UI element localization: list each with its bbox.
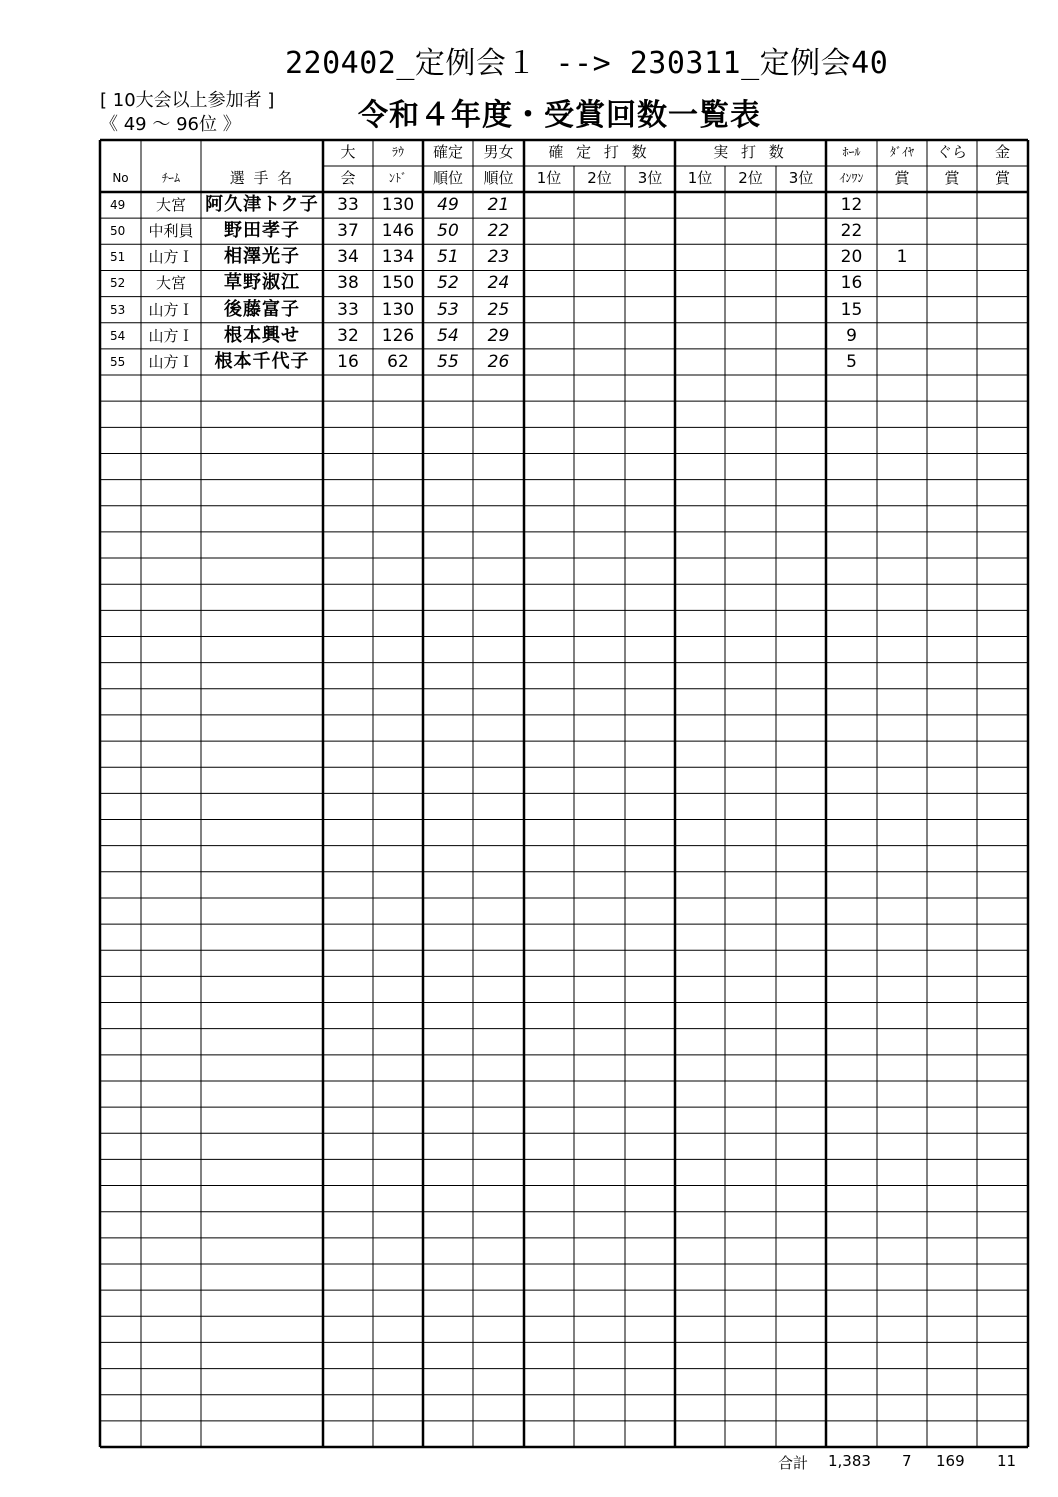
cell-c3 bbox=[625, 297, 675, 323]
cell-team: 山方Ｉ bbox=[148, 352, 194, 371]
cell-hio: 12 bbox=[840, 195, 863, 215]
cell-c3 bbox=[625, 270, 675, 296]
cell-a2 bbox=[725, 218, 776, 244]
cell-c3 bbox=[625, 192, 675, 218]
cell-gura bbox=[927, 323, 977, 349]
cell-diamond: 1 bbox=[896, 247, 908, 268]
header-actual-rank2: 2位 bbox=[738, 169, 763, 187]
cell-a3 bbox=[776, 297, 826, 323]
cell-gura bbox=[927, 297, 977, 323]
header-danjo-top: 男女 bbox=[483, 143, 514, 161]
cell-rank: 49 bbox=[437, 195, 459, 215]
header-diamond-top: ﾀﾞｲﾔ bbox=[889, 145, 914, 159]
cell-gender-rank: 26 bbox=[487, 351, 510, 372]
cell-rounds: 130 bbox=[381, 299, 415, 320]
cell-diamond bbox=[877, 218, 927, 244]
cell-no: 50 bbox=[110, 224, 126, 239]
header-confirmed-rank2: 2位 bbox=[587, 169, 612, 187]
cell-gender-rank: 21 bbox=[487, 195, 510, 215]
cell-no: 52 bbox=[110, 276, 126, 291]
cell-team: 山方Ｉ bbox=[148, 248, 194, 267]
cell-diamond bbox=[877, 349, 927, 375]
cell-rank: 53 bbox=[437, 299, 459, 320]
cell-c1 bbox=[524, 349, 574, 375]
cell-a3 bbox=[776, 349, 826, 375]
cell-rank: 55 bbox=[437, 351, 459, 372]
cell-name: 阿久津トク子 bbox=[205, 194, 319, 215]
cell-c2 bbox=[574, 244, 625, 270]
cell-no: 49 bbox=[110, 198, 126, 212]
header-kakutei-bottom: 順位 bbox=[432, 169, 463, 187]
cell-a3 bbox=[776, 323, 826, 349]
cell-c3 bbox=[625, 218, 675, 244]
cell-gold bbox=[977, 297, 1028, 323]
header-round-bottom: ﾝﾄﾞ bbox=[388, 171, 407, 185]
cell-name: 根本興せ bbox=[224, 324, 300, 346]
header-confirmed-rank1: 1位 bbox=[536, 169, 562, 187]
cell-name: 根本千代子 bbox=[214, 350, 310, 372]
header-actual-rank1: 1位 bbox=[687, 169, 713, 187]
cell-taikai: 33 bbox=[337, 195, 359, 215]
cell-c1 bbox=[524, 192, 574, 218]
cell-gura bbox=[927, 349, 977, 375]
totals-gold: 11 bbox=[997, 1452, 1017, 1470]
header-confirmed-strokes: 確 定 打 数 bbox=[548, 143, 651, 161]
cell-team: 大宮 bbox=[155, 274, 186, 293]
cell-gender-rank: 23 bbox=[487, 247, 510, 268]
cell-rounds: 130 bbox=[381, 195, 415, 215]
cell-gender-rank: 22 bbox=[487, 221, 510, 242]
header-confirmed-rank3: 3位 bbox=[637, 169, 663, 187]
cell-hio: 5 bbox=[846, 351, 857, 372]
cell-hio: 16 bbox=[840, 273, 863, 294]
cell-rounds: 150 bbox=[381, 273, 415, 294]
cell-hio: 15 bbox=[840, 299, 863, 320]
cell-a1 bbox=[675, 192, 725, 218]
cell-gold bbox=[977, 244, 1028, 270]
header-round-top: ﾗｳ bbox=[391, 145, 404, 159]
cell-name: 相澤光子 bbox=[224, 246, 300, 268]
cell-team: 大宮 bbox=[155, 196, 186, 214]
cell-rounds: 134 bbox=[381, 247, 415, 268]
cell-diamond bbox=[877, 297, 927, 323]
cell-a1 bbox=[675, 349, 725, 375]
cell-no: 55 bbox=[110, 354, 126, 369]
cell-c1 bbox=[524, 270, 574, 296]
cell-a3 bbox=[776, 192, 826, 218]
cell-gold bbox=[977, 218, 1028, 244]
cell-a2 bbox=[725, 244, 776, 270]
cell-gold bbox=[977, 192, 1028, 218]
cell-c2 bbox=[574, 270, 625, 296]
totals-diamond: 7 bbox=[902, 1452, 912, 1470]
cell-a1 bbox=[675, 297, 725, 323]
cell-a2 bbox=[725, 192, 776, 218]
cell-c2 bbox=[574, 349, 625, 375]
cell-name: 野田孝子 bbox=[224, 220, 300, 242]
cell-c2 bbox=[574, 323, 625, 349]
cell-c3 bbox=[625, 323, 675, 349]
cell-taikai: 34 bbox=[337, 247, 359, 268]
header-gura-bottom: 賞 bbox=[944, 169, 960, 187]
cell-rank: 52 bbox=[437, 273, 459, 294]
cell-gura bbox=[927, 244, 977, 270]
totals-gura: 169 bbox=[936, 1452, 965, 1470]
cell-name: 草野淑江 bbox=[224, 272, 300, 294]
cell-c2 bbox=[574, 192, 625, 218]
cell-c2 bbox=[574, 218, 625, 244]
header-kakutei-top: 確定 bbox=[432, 143, 463, 161]
cell-diamond bbox=[877, 323, 927, 349]
header-gold-bottom: 賞 bbox=[994, 169, 1010, 187]
cell-taikai: 32 bbox=[337, 325, 359, 346]
cell-team: 中利員 bbox=[148, 222, 194, 241]
cell-a2 bbox=[725, 297, 776, 323]
cell-c1 bbox=[524, 323, 574, 349]
cell-team: 山方Ｉ bbox=[148, 326, 194, 345]
cell-taikai: 37 bbox=[337, 221, 359, 242]
cell-a1 bbox=[675, 270, 725, 296]
subtitle-range: 《 49 ～ 96位 》 bbox=[100, 114, 241, 135]
cell-rank: 51 bbox=[437, 247, 459, 268]
cell-rounds: 146 bbox=[381, 221, 415, 242]
cell-taikai: 38 bbox=[337, 273, 359, 294]
table-heading: 令和４年度・受賞回数一覧表 bbox=[358, 98, 761, 133]
cell-no: 51 bbox=[110, 250, 126, 265]
cell-gold bbox=[977, 323, 1028, 349]
document-title: 220402_定例会１ --> 230311_定例会40 bbox=[285, 46, 889, 81]
cell-c3 bbox=[625, 244, 675, 270]
cell-taikai: 16 bbox=[337, 351, 359, 372]
cell-a1 bbox=[675, 218, 725, 244]
cell-a3 bbox=[776, 270, 826, 296]
cell-name: 後藤富子 bbox=[224, 298, 300, 320]
cell-a3 bbox=[776, 244, 826, 270]
header-taikai-bottom: 会 bbox=[340, 169, 356, 187]
header-no: No bbox=[112, 171, 129, 185]
totals-label: 合計 bbox=[778, 1454, 809, 1472]
cell-team: 山方Ｉ bbox=[148, 300, 194, 319]
header-gold-top: 金 bbox=[994, 143, 1010, 161]
cell-a3 bbox=[776, 218, 826, 244]
cell-c1 bbox=[524, 244, 574, 270]
header-actual-rank3: 3位 bbox=[788, 169, 814, 187]
cell-a2 bbox=[725, 349, 776, 375]
cell-gura bbox=[927, 270, 977, 296]
header-hio-top: ﾎｰﾙ bbox=[842, 145, 861, 159]
cell-rounds: 126 bbox=[381, 325, 415, 346]
cell-gura bbox=[927, 218, 977, 244]
cell-gold bbox=[977, 349, 1028, 375]
cell-no: 53 bbox=[110, 302, 126, 317]
cell-c1 bbox=[524, 297, 574, 323]
cell-diamond bbox=[877, 192, 927, 218]
cell-a2 bbox=[725, 270, 776, 296]
header-hio-bottom: ｲﾝﾜﾝ bbox=[839, 171, 864, 185]
cell-hio: 9 bbox=[846, 325, 857, 346]
header-gura-top: ぐら bbox=[936, 143, 967, 161]
cell-a1 bbox=[675, 244, 725, 270]
cell-gender-rank: 25 bbox=[487, 299, 510, 320]
subtitle-participants: [ 10大会以上参加者 ] bbox=[100, 90, 275, 111]
totals-hio: 1,383 bbox=[828, 1452, 871, 1470]
cell-gold bbox=[977, 270, 1028, 296]
cell-a1 bbox=[675, 323, 725, 349]
cell-rank: 54 bbox=[437, 325, 459, 346]
cell-c2 bbox=[574, 297, 625, 323]
cell-gura bbox=[927, 192, 977, 218]
header-actual-strokes: 実 打 数 bbox=[713, 143, 788, 161]
cell-rounds: 62 bbox=[387, 351, 409, 372]
cell-taikai: 33 bbox=[337, 299, 359, 320]
header-team: ﾁｰﾑ bbox=[161, 171, 180, 185]
cell-gender-rank: 24 bbox=[487, 273, 510, 294]
header-danjo-bottom: 順位 bbox=[483, 169, 514, 187]
header-diamond-bottom: 賞 bbox=[894, 169, 910, 187]
cell-c3 bbox=[625, 349, 675, 375]
cell-rank: 50 bbox=[437, 221, 459, 242]
cell-a2 bbox=[725, 323, 776, 349]
cell-c1 bbox=[524, 218, 574, 244]
cell-diamond bbox=[877, 270, 927, 296]
cell-hio: 20 bbox=[840, 247, 863, 268]
cell-hio: 22 bbox=[840, 221, 863, 242]
header-name: 選 手 名 bbox=[229, 169, 295, 187]
cell-no: 54 bbox=[110, 328, 126, 343]
cell-gender-rank: 29 bbox=[487, 325, 510, 346]
header-taikai-top: 大 bbox=[340, 143, 356, 161]
